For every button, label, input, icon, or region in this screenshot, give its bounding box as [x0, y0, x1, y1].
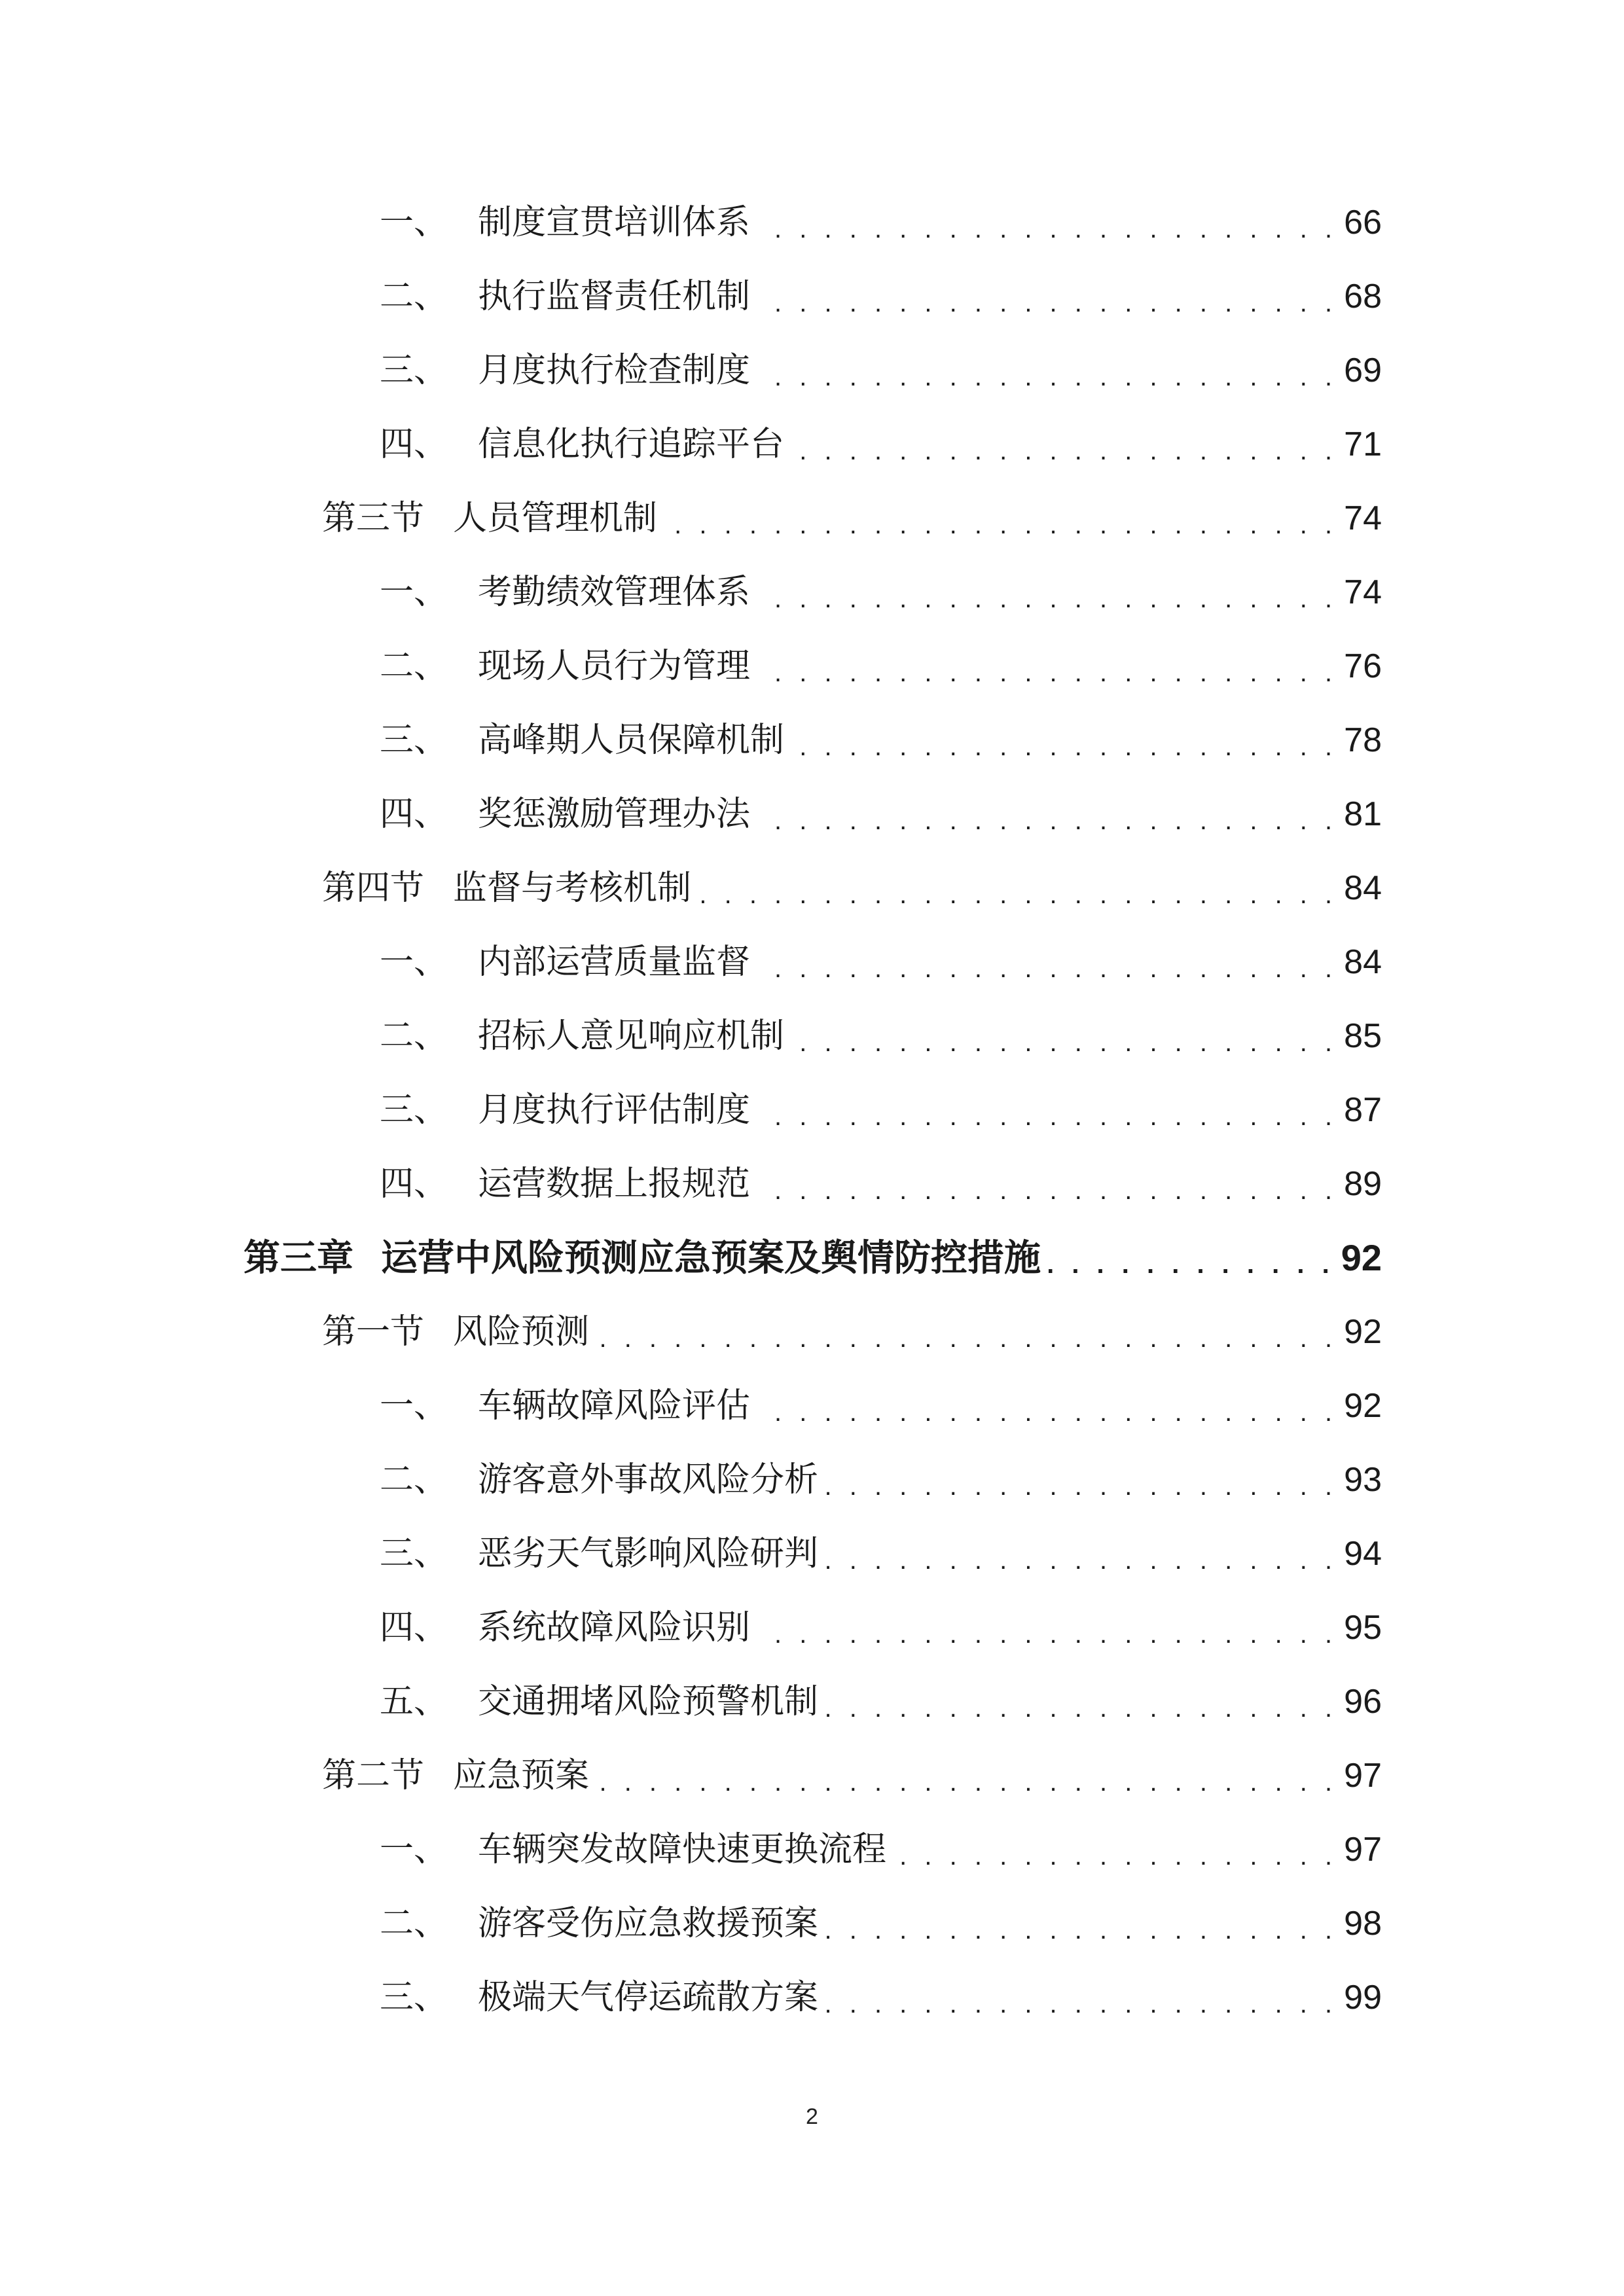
toc-entry[interactable]	[380, 1820, 1382, 1879]
toc-dot-leader	[758, 193, 1337, 252]
toc-entry-number: 第三节	[322, 499, 425, 538]
toc-entry[interactable]	[380, 1968, 1382, 2027]
toc-entry[interactable]	[380, 1672, 1382, 1731]
toc-dot-leader	[826, 1894, 1337, 1953]
toc-entry-number: 一、	[380, 203, 448, 242]
toc-entry-title: 月度执行检查制度	[478, 351, 751, 390]
toc-entry-title: 信息化执行追踪平台	[478, 425, 785, 464]
toc-entry[interactable]	[380, 933, 1382, 992]
toc-entry-number: 三、	[380, 1090, 448, 1130]
toc-entry-number: 一、	[380, 1830, 448, 1869]
toc-entry-page: 98	[1344, 1905, 1382, 1943]
toc-dot-leader	[792, 1007, 1337, 1066]
page-number: 2	[806, 2104, 818, 2129]
toc-dot-leader	[758, 1081, 1337, 1139]
toc-entry-number: 一、	[380, 942, 448, 982]
toc-dot-leader	[758, 563, 1337, 622]
toc-entry[interactable]	[380, 1007, 1382, 1066]
toc-entry[interactable]	[380, 1524, 1382, 1583]
toc-entry-page: 93	[1344, 1461, 1382, 1499]
toc-entry-section[interactable]	[322, 1302, 1382, 1361]
toc-entry-title: 恶劣天气影响风险研判	[478, 1534, 819, 1573]
toc-dot-leader	[792, 415, 1337, 474]
toc-entry-number: 五、	[380, 1682, 448, 1721]
toc-entry-number: 二、	[380, 1460, 448, 1499]
toc-entry-number: 二、	[380, 277, 448, 316]
toc-entry[interactable]	[380, 1450, 1382, 1509]
toc-entry-page: 92	[1344, 1313, 1382, 1351]
toc-entry-title: 运营中风险预测应急预案及舆情防控措施	[381, 1236, 1041, 1280]
toc-dot-leader	[758, 933, 1337, 992]
toc-entry-title: 游客受伤应急救援预案	[478, 1904, 819, 1943]
toc-entry-number: 一、	[380, 1386, 448, 1426]
toc-entry-page: 74	[1344, 499, 1382, 537]
toc-entry-title: 交通拥堵风险预警机制	[478, 1682, 819, 1721]
toc-entry-number: 四、	[380, 1164, 448, 1204]
toc-entry-page: 97	[1344, 1757, 1382, 1795]
toc-entry-title: 车辆故障风险评估	[478, 1386, 751, 1426]
toc-entry-page: 97	[1344, 1831, 1382, 1869]
toc-entry-title: 极端天气停运疏散方案	[478, 1978, 819, 2017]
toc-entry-page: 71	[1344, 425, 1382, 463]
toc-entry[interactable]	[380, 785, 1382, 844]
toc-entry-page: 68	[1344, 278, 1382, 315]
toc-entry[interactable]	[380, 341, 1382, 400]
toc-entry-number: 第二节	[322, 1756, 425, 1795]
toc-dot-leader	[826, 1672, 1337, 1731]
toc-entry-number: 第三章	[244, 1236, 353, 1280]
toc-dot-leader	[758, 637, 1337, 696]
toc-entry-title: 风险预测	[453, 1312, 590, 1352]
toc-dot-leader	[665, 489, 1337, 548]
toc-dot-leader	[758, 1155, 1337, 1213]
toc-entry[interactable]	[380, 1155, 1382, 1213]
toc-dot-leader	[826, 1968, 1337, 2027]
toc-entry[interactable]	[380, 563, 1382, 622]
toc-entry[interactable]	[380, 1598, 1382, 1657]
toc-dot-leader	[758, 785, 1337, 844]
toc-entry-number: 二、	[380, 1904, 448, 1943]
toc-entry-page: 99	[1344, 1979, 1382, 2017]
toc-entry-page: 92	[1341, 1237, 1382, 1278]
toc-entry-page: 69	[1344, 351, 1382, 389]
toc-entry-page: 94	[1344, 1535, 1382, 1573]
toc-entry-title: 现场人员行为管理	[478, 647, 751, 686]
toc-entry-title: 奖惩激励管理办法	[478, 795, 751, 834]
toc-entry-number: 二、	[380, 1016, 448, 1056]
toc-entry[interactable]	[380, 1894, 1382, 1953]
toc-dot-leader	[758, 267, 1337, 326]
toc-entry-title: 系统故障风险识别	[478, 1608, 751, 1647]
toc-entry-title: 应急预案	[453, 1756, 590, 1795]
toc-entry-title: 执行监督责任机制	[478, 277, 751, 316]
toc-entry-page: 66	[1344, 204, 1382, 242]
toc-dot-leader	[597, 1746, 1337, 1805]
toc-entry-title: 高峰期人员保障机制	[478, 721, 785, 760]
toc-entry[interactable]	[380, 415, 1382, 474]
toc-entry-page: 85	[1344, 1017, 1382, 1055]
toc-dot-leader	[597, 1302, 1337, 1361]
toc-entry[interactable]	[380, 193, 1382, 252]
toc-entry-page: 96	[1344, 1683, 1382, 1721]
toc-entry-page: 92	[1344, 1387, 1382, 1425]
toc-dot-leader	[792, 711, 1337, 770]
toc-dot-leader	[1049, 1229, 1335, 1287]
toc-entry[interactable]	[380, 1081, 1382, 1139]
toc-entry-number: 三、	[380, 1534, 448, 1573]
toc-entry-number: 二、	[380, 647, 448, 686]
toc-entry-section[interactable]	[322, 859, 1382, 918]
toc-dot-leader	[826, 1524, 1337, 1583]
toc-entry-page: 81	[1344, 795, 1382, 833]
toc-entry-page: 89	[1344, 1165, 1382, 1203]
toc-entry-title: 月度执行评估制度	[478, 1090, 751, 1130]
toc-entry[interactable]	[380, 1376, 1382, 1435]
toc-entry-page: 87	[1344, 1091, 1382, 1129]
toc-entry-page: 84	[1344, 943, 1382, 981]
toc-entry-title: 人员管理机制	[453, 499, 658, 538]
toc-entry-title: 制度宣贯培训体系	[478, 203, 751, 242]
toc-entry-title: 监督与考核机制	[453, 869, 692, 908]
toc-entry-title: 内部运营质量监督	[478, 942, 751, 982]
toc-dot-leader	[894, 1820, 1337, 1879]
toc-entry-title: 车辆突发故障快速更换流程	[478, 1830, 887, 1869]
toc-dot-leader	[699, 859, 1337, 918]
toc-entry-title: 运营数据上报规范	[478, 1164, 751, 1204]
toc-entry-number: 三、	[380, 1978, 448, 2017]
toc-entry-section[interactable]	[322, 1746, 1382, 1805]
toc-entry-number: 四、	[380, 425, 448, 464]
toc-entry-page: 76	[1344, 647, 1382, 685]
toc-entry-page: 84	[1344, 869, 1382, 907]
toc-entry-title: 考勤绩效管理体系	[478, 573, 751, 612]
toc-entry[interactable]	[380, 637, 1382, 696]
toc-entry-title: 游客意外事故风险分析	[478, 1460, 819, 1499]
toc-dot-leader	[758, 1376, 1337, 1435]
toc-dot-leader	[758, 341, 1337, 400]
toc-entry-page: 95	[1344, 1609, 1382, 1647]
toc-entry[interactable]	[380, 267, 1382, 326]
toc-entry-number: 四、	[380, 795, 448, 834]
toc-entry-number: 三、	[380, 351, 448, 390]
toc-entry-section[interactable]	[322, 489, 1382, 548]
toc-dot-leader	[826, 1450, 1337, 1509]
toc-entry-number: 四、	[380, 1608, 448, 1647]
toc-entry-number: 三、	[380, 721, 448, 760]
toc-entry-title: 招标人意见响应机制	[478, 1016, 785, 1056]
toc-entry-number: 第四节	[322, 869, 425, 908]
toc-dot-leader	[758, 1598, 1337, 1657]
toc-entry-number: 一、	[380, 573, 448, 612]
toc-entry-chapter[interactable]	[244, 1229, 1382, 1287]
toc-entry-number: 第一节	[322, 1312, 425, 1352]
toc-entry[interactable]	[380, 711, 1382, 770]
toc-entry-page: 78	[1344, 721, 1382, 759]
toc-entry-page: 74	[1344, 573, 1382, 611]
